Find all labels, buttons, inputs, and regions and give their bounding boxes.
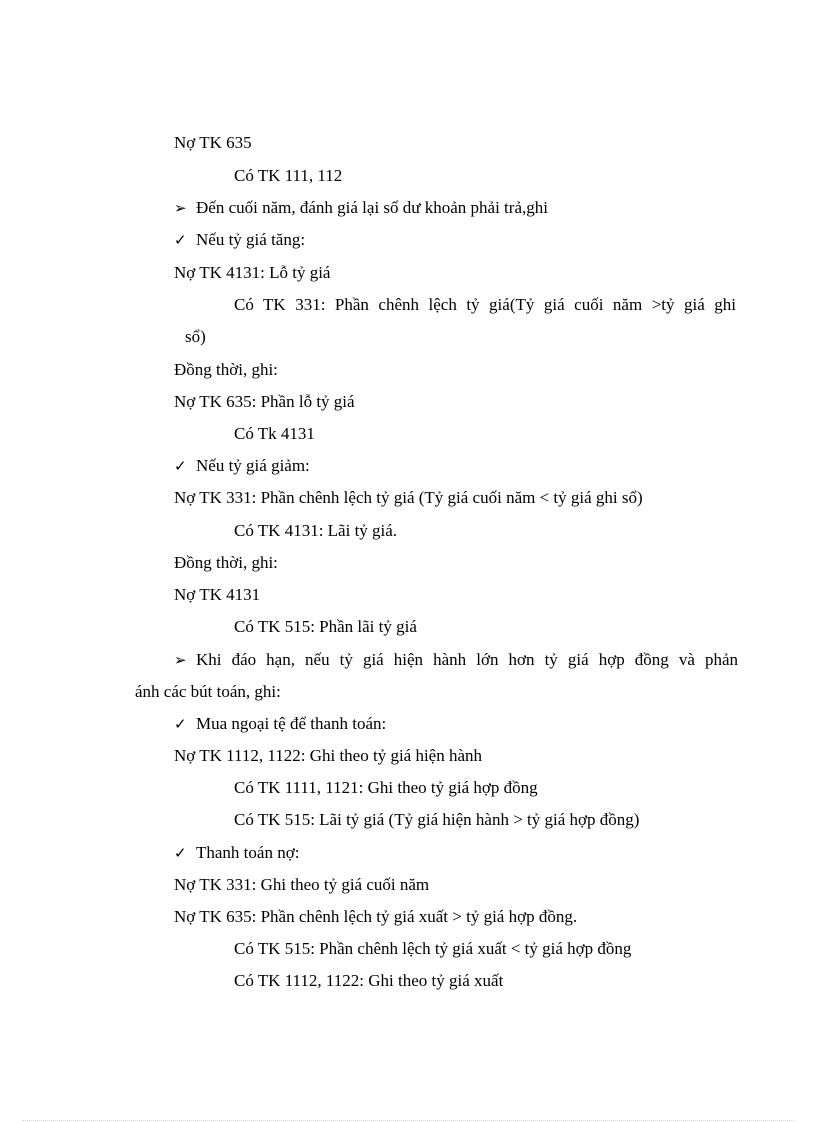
text-line: Có TK 515: Phần chênh lệch tỷ giá xuất < tỷ giá hợp đồng xyxy=(234,939,632,958)
text-line: Nợ TK 635 xyxy=(174,133,252,152)
text-line: Có TK 515: Lãi tỷ giá (Tỷ giá hiện hành > tỷ giá hợp đồng) xyxy=(234,810,640,829)
text-line: Đến cuối năm, đánh giá lại số dư khoản phải trả,ghi xyxy=(196,198,548,217)
text-line: Thanh toán nợ: xyxy=(196,843,300,862)
bullet-line xyxy=(174,455,310,478)
bullet-line xyxy=(174,197,548,220)
text-line: Nợ TK 635: Phần chênh lệch tỷ giá xuất > tỷ giá hợp đồng. xyxy=(174,907,578,926)
text-line: Nợ TK 331: Ghi theo tỷ giá cuối năm xyxy=(174,875,430,894)
text-line: Có TK 4131: Lãi tỷ giá. xyxy=(234,521,398,540)
text-line: Mua ngoại tệ để thanh toán: xyxy=(196,714,387,733)
text-line: Nợ TK 4131 xyxy=(174,585,261,604)
text-line: ánh các bút toán, ghi: xyxy=(135,682,281,701)
text-line: Nợ TK 4131: Lỗ tỷ giá xyxy=(174,263,331,282)
text-line: Nếu tỷ giá giảm: xyxy=(196,456,310,475)
text-line: Khi đáo hạn, nếu tỷ giá hiện hành lớn hơn tỷ giá hợp đồng và phản xyxy=(196,650,738,669)
arrow-bullet-icon: ➢ xyxy=(174,201,187,217)
text-line: Có TK 515: Phần lãi tỷ giá xyxy=(234,617,417,636)
checkmark-bullet-icon: ✓ xyxy=(174,717,187,733)
text-line: Có TK 331: Phần chênh lệch tỷ giá(Tỷ giá cuối năm >tỷ giá ghi xyxy=(234,295,736,314)
text-line: Có Tk 4131 xyxy=(234,424,315,443)
bullet-line xyxy=(174,713,386,736)
checkmark-bullet-icon: ✓ xyxy=(174,233,187,249)
text-line: Nợ TK 635: Phần lỗ tỷ giá xyxy=(174,392,355,411)
text-line: Đồng thời, ghi: xyxy=(174,360,278,379)
checkmark-bullet-icon: ✓ xyxy=(174,459,187,475)
text-line: Nợ TK 331: Phần chênh lệch tỷ giá (Tỷ giá cuối năm < tỷ giá ghi sổ) xyxy=(174,488,643,507)
text-line: sổ) xyxy=(185,327,206,346)
text-line: Có TK 1112, 1122: Ghi theo tỷ giá xuất xyxy=(234,971,504,990)
bullet-line xyxy=(174,649,738,672)
bullet-line xyxy=(174,229,305,252)
text-line: Nợ TK 1112, 1122: Ghi theo tỷ giá hiện hành xyxy=(174,746,483,765)
text-line: Có TK 111, 112 xyxy=(234,166,343,185)
text-line: Có TK 1111, 1121: Ghi theo tỷ giá hợp đồng xyxy=(234,778,538,797)
text-line: Nếu tỷ giá tăng: xyxy=(196,230,306,249)
checkmark-bullet-icon: ✓ xyxy=(174,846,187,862)
bullet-line xyxy=(174,842,299,865)
text-line: Đồng thời, ghi: xyxy=(174,553,278,572)
arrow-bullet-icon: ➢ xyxy=(174,653,187,669)
page-bottom-divider xyxy=(22,1120,794,1121)
